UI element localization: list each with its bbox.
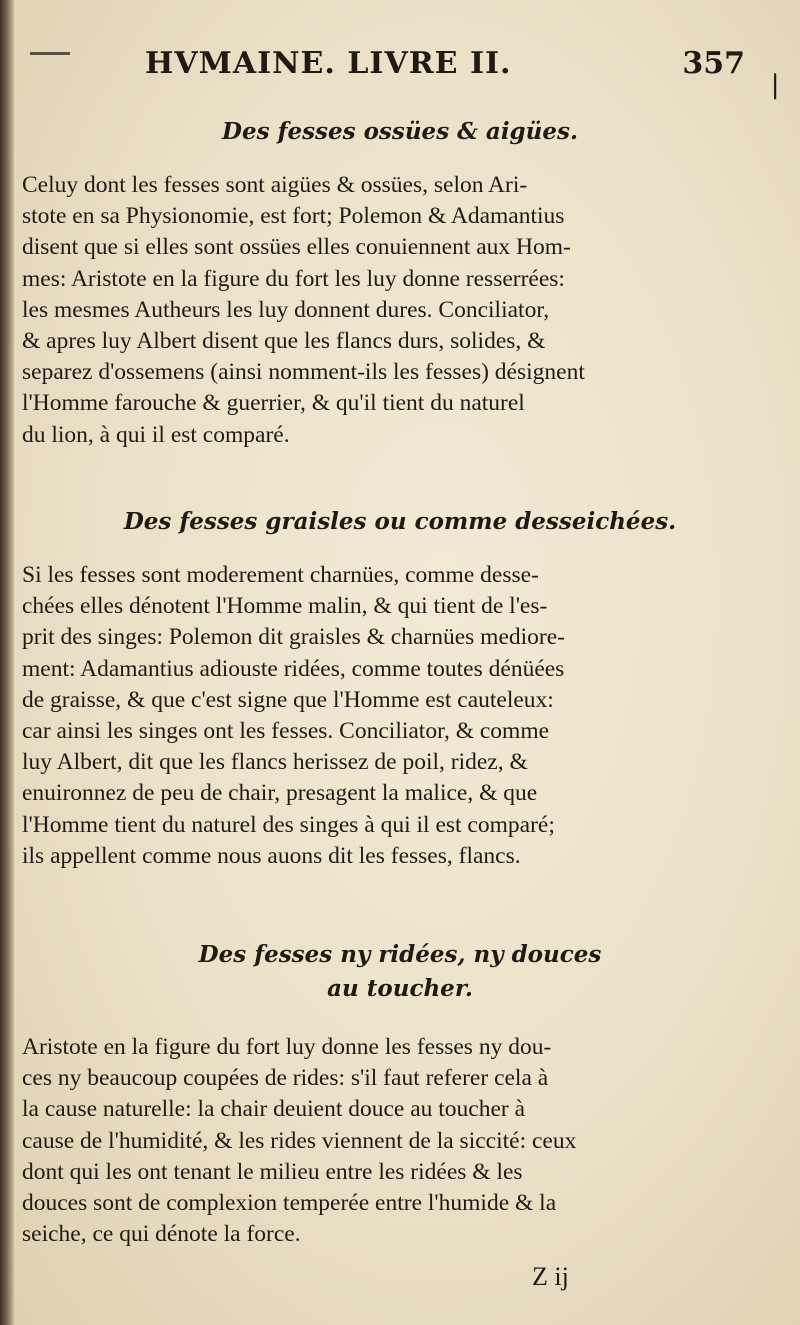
margin-mark: ❘ (764, 70, 786, 100)
text-line: chées elles dénotent l'Homme malin, & qui tient de l'es- (22, 593, 548, 620)
text-line: Celuy dont les fesses sont aigües & ossües, selon Ari- (22, 172, 528, 198)
section-heading: Des fesses ossües & aigües. (222, 118, 578, 145)
text-line: du lion, à qui il est comparé. (22, 421, 290, 448)
text-line: stote en sa Physionomie, est fort; Polemon & Adamantius (22, 203, 565, 230)
text-line: & apres luy Albert disent que les flancs durs, solides, & (22, 328, 546, 355)
text-line: les mesmes Autheurs les luy donnent dures. Conciliator, (22, 296, 550, 323)
text-line: la cause naturelle: la chair deuient douce au toucher à (22, 1096, 526, 1123)
text-line: mes: Aristote en la figure du fort les luy donne resserrées: (22, 265, 565, 292)
text-line: l'Homme farouche & guerrier, & qu'il tient du naturel (22, 390, 525, 417)
text-line: disent que si elles sont ossües elles conuiennent aux Hom- (22, 234, 571, 261)
text-line: separez d'ossemens (ainsi nomment-ils les fesses) désignent (22, 359, 585, 386)
section-heading: Des fesses ny ridées, ny douces au toucher. (198, 941, 602, 1002)
text-line: de graisse, & que c'est signe que l'Homme est cauteleux: (22, 686, 554, 713)
margin-dash (30, 52, 70, 55)
text-line: ces ny beaucoup coupées de rides: s'il faut referer cela à (22, 1065, 549, 1092)
text-line: Aristote en la figure du fort luy donne les fesses ny dou- (22, 1034, 552, 1060)
section-heading: Des fesses graisles ou comme desseichées. (123, 508, 677, 535)
page-number: 357 (682, 46, 745, 81)
section-paragraph (22, 560, 698, 872)
section-paragraph (22, 1032, 698, 1250)
text-line: car ainsi les singes ont les fesses. Conciliator, & comme (22, 718, 550, 745)
running-head: HVMAINE. LIVRE II. (145, 46, 512, 81)
signature-mark: Z ij (532, 1262, 569, 1291)
text-line: cause de l'humidité, & les rides viennent de la siccité: ceux (22, 1127, 577, 1154)
text-line: ils appellent comme nous auons dit les fesses, flancs. (22, 842, 521, 869)
text-line: ment: Adamantius adiouste ridées, comme toutes dénüées (22, 655, 565, 682)
text-line: luy Albert, dit que les flancs herissez de poil, ridez, & (22, 749, 528, 776)
text-line: l'Homme tient du naturel des singes à qui il est comparé; (22, 811, 555, 838)
text-line: seiche, ce qui dénote la force. (22, 1221, 301, 1248)
section-paragraph (22, 170, 698, 451)
text-line: Si les fesses sont moderement charnües, comme desse- (22, 562, 539, 588)
page-header (145, 42, 745, 92)
text-line: dont qui les ont tenant le milieu entre les ridées & les (22, 1158, 523, 1185)
text-line: douces sont de complexion temperée entre l'humide & la (22, 1190, 557, 1217)
text-line: prit des singes: Polemon dit graisles & charnües mediore- (22, 624, 566, 651)
text-line: enuironnez de peu de chair, presagent la malice, & que (22, 780, 538, 807)
page-binding-edge (0, 0, 14, 1325)
